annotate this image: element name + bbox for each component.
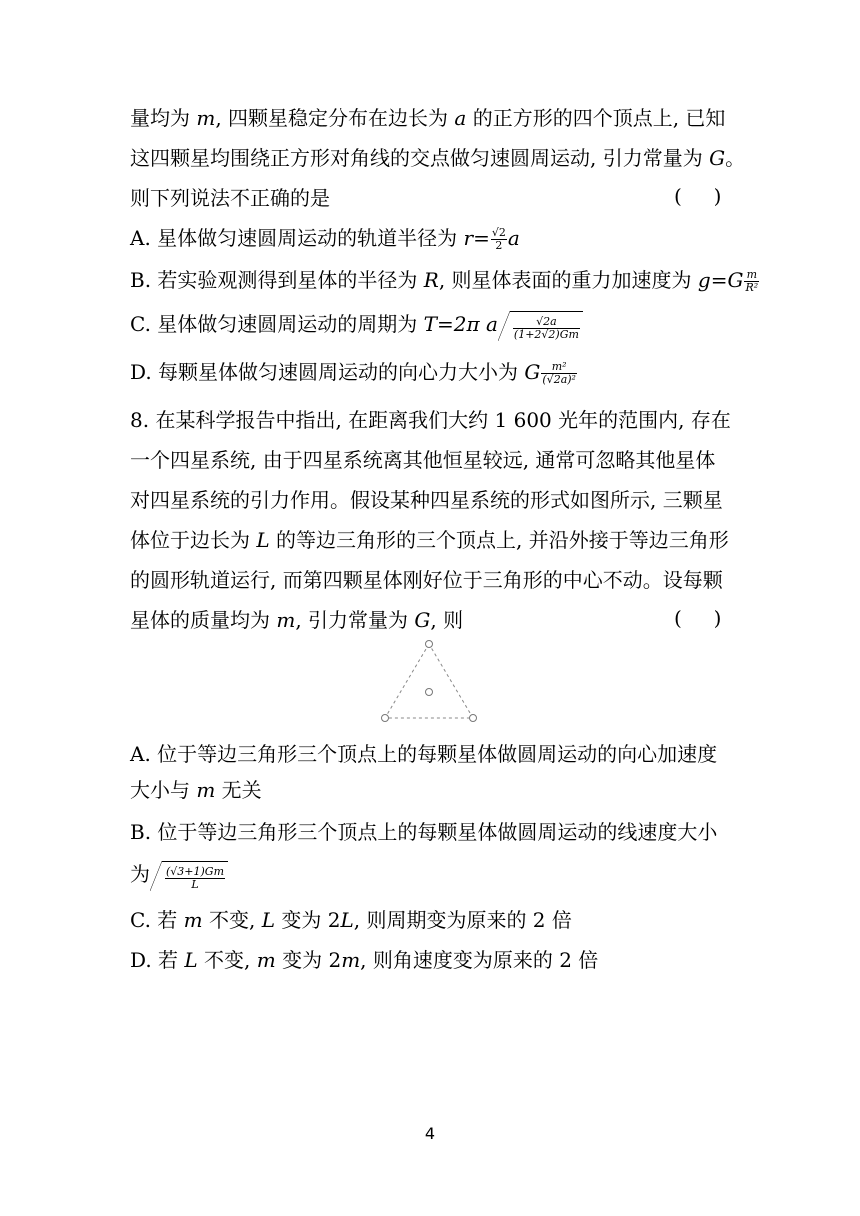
- fraction: [541, 361, 577, 386]
- var-m: m: [256, 948, 276, 972]
- option-text: C. 星体做匀速圆周运动的周期为: [130, 312, 424, 336]
- q8-stem-line-6: [130, 606, 463, 634]
- text: , 则: [430, 608, 464, 632]
- formula: G: [524, 360, 541, 384]
- star-bottom-right: [470, 715, 477, 722]
- numerator: m²: [541, 361, 577, 374]
- denominator: 2: [495, 239, 503, 252]
- q8-option-b-line-1: B. 位于等边三角形三个顶点上的每颗星体做圆周运动的线速度大小: [130, 820, 718, 844]
- text: , 则周期变为原来的 2 倍: [353, 908, 572, 932]
- var-L: L: [340, 908, 354, 932]
- text: C. 若: [130, 908, 184, 932]
- answer-bracket-q8: ( ): [674, 606, 722, 630]
- q7-stem-line-2: [130, 144, 745, 172]
- text: 的正方形的四个顶点上, 已知: [466, 106, 726, 130]
- var-m: m: [196, 778, 216, 802]
- var-R: R: [423, 268, 439, 292]
- fraction: [491, 227, 507, 252]
- var-L: L: [184, 948, 198, 972]
- numerator: (√3+1)Gm: [166, 864, 225, 878]
- q8-stem-line-3: 对四星系统的引力作用。假设某种四星系统的形式如图所示, 三颗星: [130, 488, 723, 512]
- numerator: √2: [491, 226, 506, 239]
- formula: r=: [463, 226, 490, 250]
- text: 无关: [215, 778, 262, 802]
- text: , 引力常量为: [295, 608, 415, 632]
- text: 变为 2: [275, 948, 342, 972]
- var-G: G: [414, 608, 431, 632]
- text: 不变,: [197, 948, 257, 972]
- denominator: (1+2√2)Gm: [513, 327, 579, 341]
- denominator: (√2a)²: [542, 373, 576, 386]
- numerator: √2a: [513, 316, 580, 329]
- text: 的等边三角形的三个顶点上, 并沿外接于等边三角形: [269, 528, 729, 552]
- page-number: 4: [424, 1124, 436, 1143]
- q8-option-a-line-1: A. 位于等边三角形三个顶点上的每颗星体做圆周运动的向心加速度: [130, 742, 718, 766]
- var-L: L: [261, 908, 275, 932]
- var-G: G: [709, 146, 726, 170]
- text: 量均为: [130, 106, 197, 130]
- formula: a: [507, 226, 520, 250]
- q8-stem-line-2: 一个四星系统, 由于四星系统离其他恒星较远, 通常可忽略其他星体: [130, 448, 716, 472]
- q8-stem-line-1: 8. 在某科学报告中指出, 在距离我们大约 1 600 光年的范围内, 存在: [130, 408, 731, 432]
- formula: g=G: [697, 268, 744, 292]
- q8-option-d: [130, 946, 598, 974]
- q8-option-b-line-2: [130, 860, 228, 891]
- fraction: [513, 316, 580, 341]
- text: , 则角速度变为原来的 2 倍: [360, 948, 599, 972]
- q7-option-b: [130, 266, 760, 294]
- q8-option-a-line-2: [130, 776, 262, 804]
- q7-option-c: [130, 310, 583, 341]
- text: 为: [130, 862, 150, 886]
- q8-stem-line-5: 的圆形轨道运行, 而第四颗星体刚好位于三角形的中心不动。设每颗: [130, 568, 723, 592]
- denominator: L: [191, 877, 199, 891]
- denominator: R²: [745, 281, 759, 294]
- text: 大小与: [130, 778, 197, 802]
- option-text: B. 若实验观测得到星体的半径为: [130, 268, 424, 292]
- text: 则下列说法不正确的是: [130, 186, 330, 210]
- text: 不变,: [202, 908, 262, 932]
- star-top: [426, 641, 433, 648]
- text: 。: [725, 146, 746, 170]
- var-L: L: [256, 528, 270, 552]
- option-text: D. 每颗星体做匀速圆周运动的向心力大小为: [130, 360, 525, 384]
- var-m: m: [196, 106, 216, 130]
- var-m: m: [276, 608, 296, 632]
- var-a: a: [454, 106, 467, 130]
- q7-option-a: [130, 224, 520, 252]
- text: D. 若: [130, 948, 185, 972]
- q8-stem-line-4: [130, 526, 729, 554]
- var-m: m: [183, 908, 203, 932]
- option-text: , 则星体表面的重力加速度为: [438, 268, 698, 292]
- square-root: [150, 861, 228, 891]
- fraction: [744, 269, 759, 294]
- numerator: m: [744, 269, 759, 282]
- text: 体位于边长为: [130, 528, 257, 552]
- square-root: [498, 311, 583, 341]
- q8-option-c: [130, 906, 572, 934]
- fraction: [165, 866, 225, 891]
- formula: T=2π a: [423, 312, 498, 336]
- text: 星体的质量均为: [130, 608, 277, 632]
- triangle-outline: [385, 644, 473, 718]
- four-star-diagram: [380, 638, 480, 726]
- text: 这四颗星均围绕正方形对角线的交点做匀速圆周运动, 引力常量为: [130, 146, 710, 170]
- var-m: m: [341, 948, 361, 972]
- star-center: [426, 689, 433, 696]
- text: 变为 2: [275, 908, 341, 932]
- option-text: A. 星体做匀速圆周运动的轨道半径为: [130, 226, 464, 250]
- star-bottom-left: [382, 715, 389, 722]
- q7-stem-line-1: [130, 104, 725, 132]
- text: , 四颗星稳定分布在边长为: [215, 106, 455, 130]
- answer-bracket-q7: ( ): [674, 184, 722, 208]
- q7-stem-line-3: [130, 184, 330, 212]
- q7-option-d: [130, 358, 578, 386]
